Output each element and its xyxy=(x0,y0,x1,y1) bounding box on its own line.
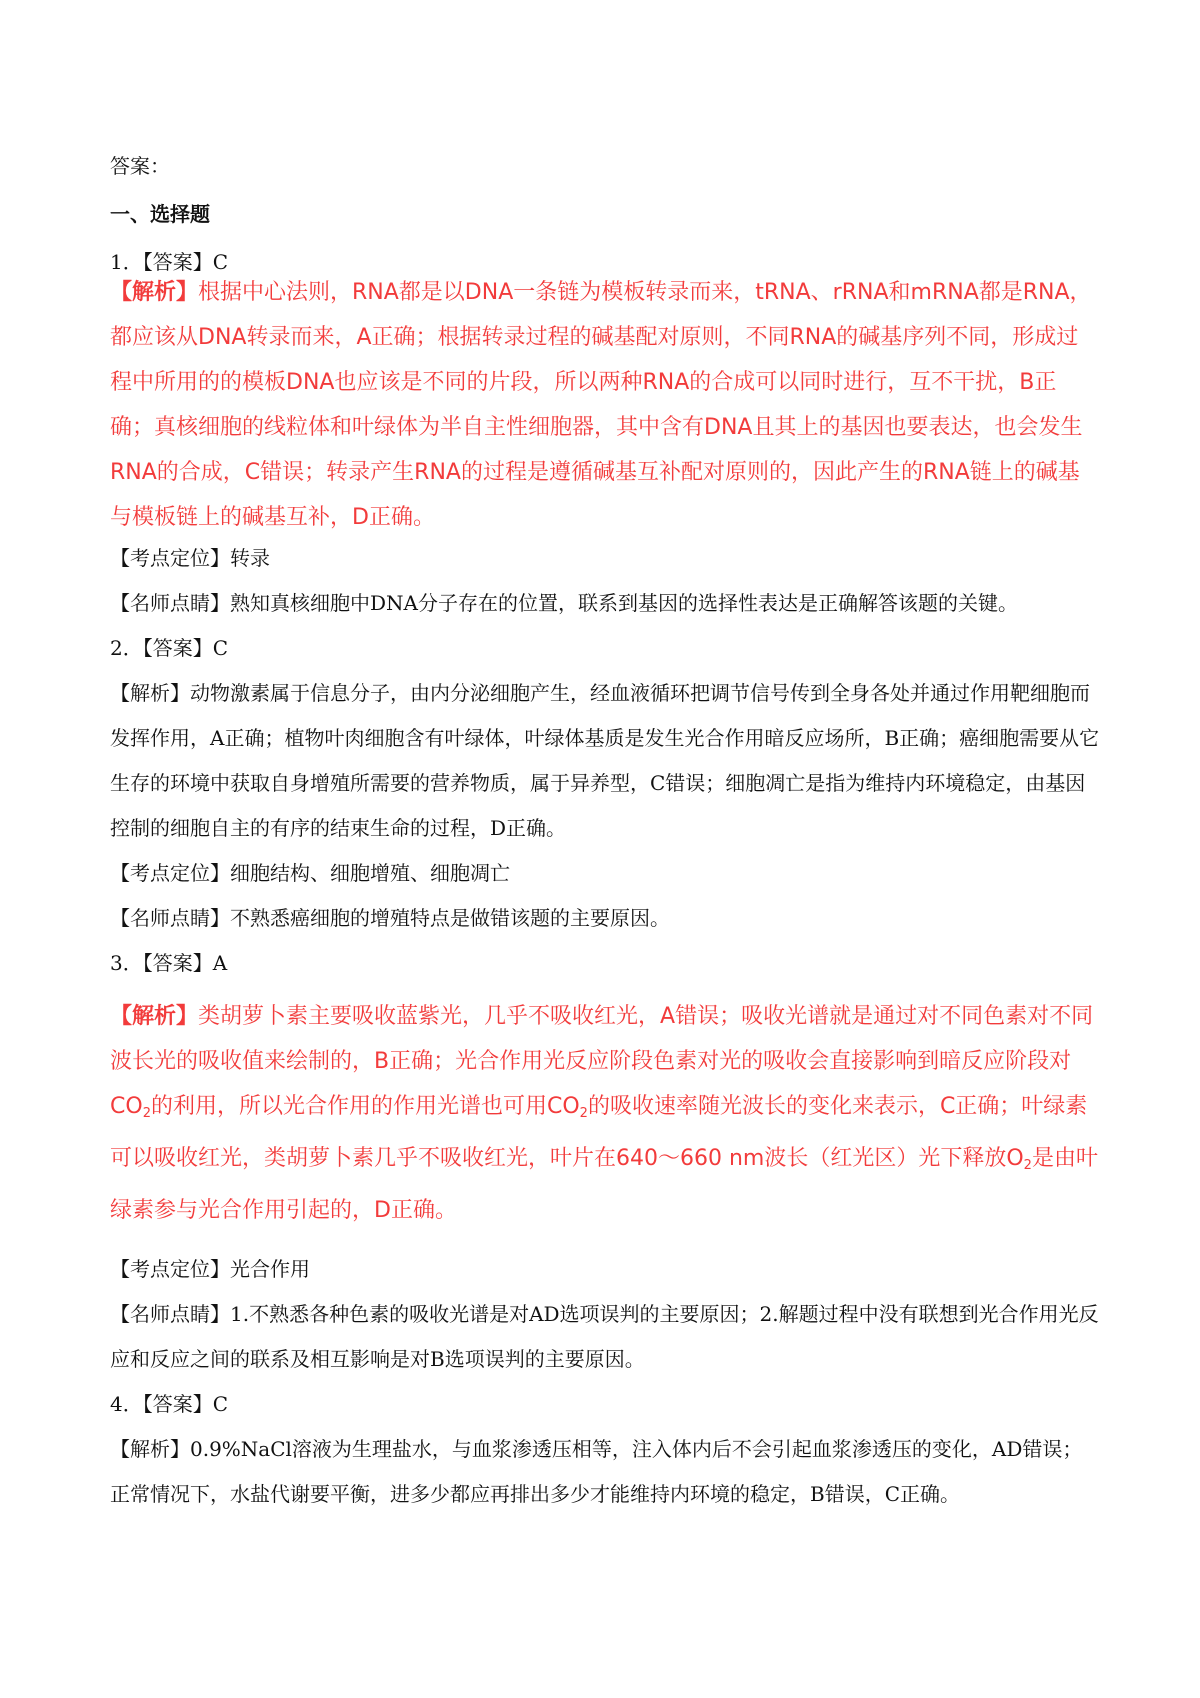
q3-analysis xyxy=(110,994,1100,1233)
q2-tip: 【名师点睛】不熟悉癌细胞的增殖特点是做错该题的主要原因。 xyxy=(110,906,670,930)
q1-answer: 1．【答案】C xyxy=(110,250,229,274)
q3-tip: 【名师点睛】1.不熟悉各种色素的吸收光谱是对AD选项误判的主要原因；2.解题过程中没有联想到光合作用光反应和反应之间的联系及相互影响是对B选项误判的主要原因。 xyxy=(110,1302,1099,1371)
q1-analysis-tag: 【解析】 xyxy=(110,280,199,305)
q3-answer: 3．【答案】A xyxy=(110,951,228,975)
q3-analysis-part3: 的吸收速率随光波长的变化来表示，C正确；叶绿素可以吸收红光，类胡萝卜素几乎不吸收红光，叶片在640～660 nm波长（红光区）光下释放O xyxy=(110,1094,1088,1171)
q1-analysis-text: 根据中心法则，RNA都是以DNA一条链为模板转录而来，tRNA、rRNA和mRNA都是RNA，都应该从DNA转录而来，A正确；根据转录过程的碱基配对原则，不同RNA的碱基序列不同，形成过程中所用的的模板DNA也应该是不同的片段，所以两种RNA的合成可以同时进行，互不干扰，B正确；真核细胞的线粒体和叶绿体为半自主性细胞器，其中含有DNA且其上的基因也要表达，也会发生RNA的合成，C错误；转录产生RNA的过程是遵循碱基互补配对原则的，因此产生的RNA链上的碱基与模板链上的碱基互补，D正确。 xyxy=(110,280,1092,530)
section-title: 一、选择题 xyxy=(110,202,210,226)
q1-tip: 【名师点睛】熟知真核细胞中DNA分子存在的位置，联系到基因的选择性表达是正确解答该题的关键。 xyxy=(110,591,1018,615)
q4-answer: 4．【答案】C xyxy=(110,1392,229,1416)
q2-answer: 2．【答案】C xyxy=(110,636,229,660)
q4-analysis: 【解析】0.9%NaCl溶液为生理盐水，与血浆渗透压相等，注入体内后不会引起血浆渗透压的变化，AD错误；正常情况下，水盐代谢要平衡，进多少都应再排出多少才能维持内环境的稳定，B错误，C正确。 xyxy=(110,1437,1083,1506)
q2-analysis: 【解析】动物激素属于信息分子，由内分泌细胞产生，经血液循环把调节信号传到全身各处并通过作用靶细胞而发挥作用，A正确；植物叶肉细胞含有叶绿体，叶绿体基质是发生光合作用暗反应场所，B正确；癌细胞需要从它生存的环境中获取自身增殖所需要的营养物质，属于异养型，C错误；细胞凋亡是指为维持内环境稳定，由基因控制的细胞自主的有序的结束生命的过程，D正确。 xyxy=(110,681,1100,840)
q3-sub-2c: 2 xyxy=(1023,1158,1032,1173)
q3-analysis-part1: 类胡萝卜素主要吸收蓝紫光，几乎不吸收红光，A错误；吸收光谱就是通过对不同色素对不同波长光的吸收值来绘制的，B正确；光合作用光反应阶段色素对光的吸收会直接影响到暗反应阶段对CO xyxy=(110,1004,1094,1119)
q3-analysis-tag: 【解析】 xyxy=(110,1004,199,1029)
q1-analysis xyxy=(110,270,1100,540)
q3-sub-2b: 2 xyxy=(579,1106,588,1121)
q3-analysis-part4: 是由叶绿素参与光合作用引起的，D正确。 xyxy=(110,1146,1098,1223)
q3-point: 【考点定位】光合作用 xyxy=(110,1257,310,1281)
q3-sub-2a: 2 xyxy=(142,1106,151,1121)
q2-point: 【考点定位】细胞结构、细胞增殖、细胞凋亡 xyxy=(110,861,510,885)
q1-point: 【考点定位】转录 xyxy=(110,546,270,570)
answer-label: 答案： xyxy=(110,154,170,178)
q3-analysis-part2: 的利用，所以光合作用的作用光谱也可用CO xyxy=(150,1094,580,1119)
